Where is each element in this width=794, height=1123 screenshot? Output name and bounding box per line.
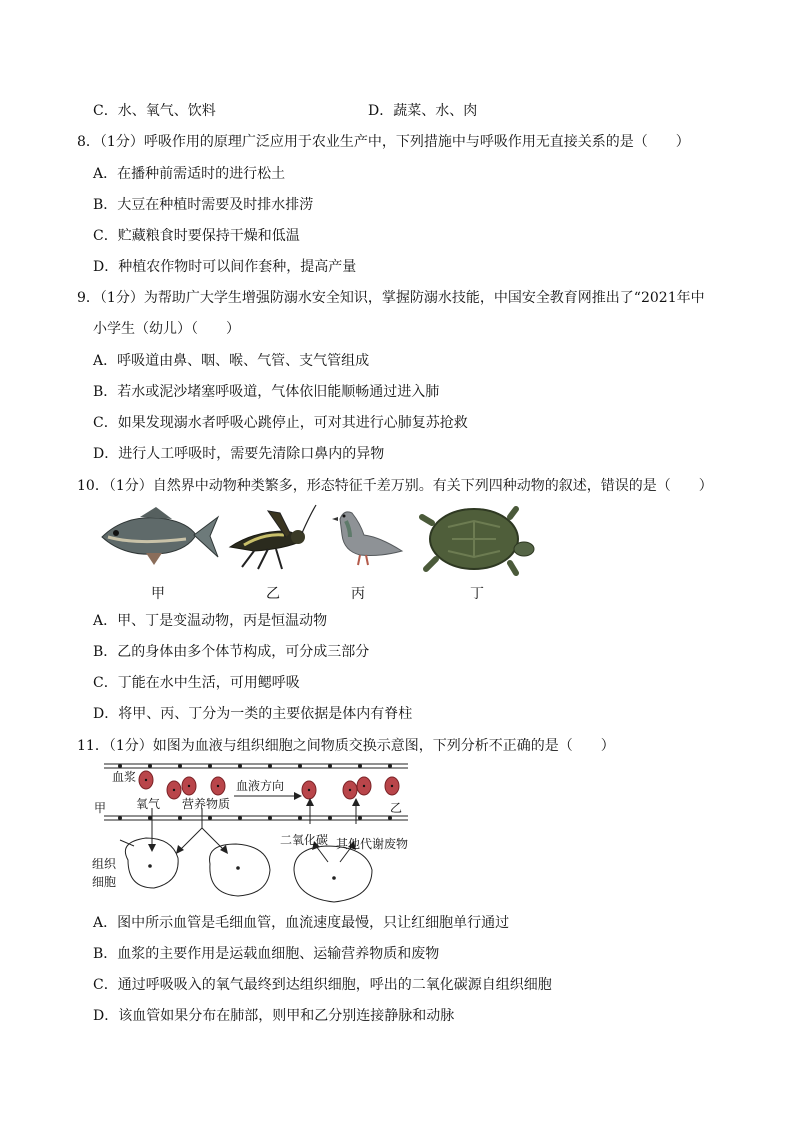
animal-label-ding: 丁 bbox=[470, 586, 484, 602]
label-tissue: 组织 bbox=[92, 857, 117, 871]
q11-option-c: C．通过呼吸吸入的氧气最终到达组织细胞，呼出的二氧化碳源自组织细胞 bbox=[93, 977, 552, 993]
label-waste: 其他代谢废物 bbox=[336, 837, 409, 851]
label-yi: 乙 bbox=[390, 801, 403, 815]
q9-option-a: A．呼吸道由鼻、咽、喉、气管、支气管组成 bbox=[93, 353, 370, 369]
q9-stem-line2: 小学生（幼儿）（ ） bbox=[93, 321, 240, 337]
grasshopper-image bbox=[224, 503, 318, 575]
label-flow-direction: 血液方向 bbox=[236, 779, 285, 793]
q11-stem: 11．（1分）如图为血液与组织细胞之间物质交换示意图，下列分析不正确的是（ ） bbox=[77, 738, 615, 754]
q11-option-a: A．图中所示血管是毛细血管，血流速度最慢，只让红细胞单行通过 bbox=[93, 915, 510, 931]
q8-option-a: A．在播种前需适时的进行松土 bbox=[93, 166, 286, 182]
capillary-diagram bbox=[88, 758, 418, 908]
label-cell: 细胞 bbox=[92, 875, 117, 889]
q10-stem: 10．（1分）自然界中动物种类繁多，形态特征千差万别。有关下列四种动物的叙述，错误的是（ ） bbox=[77, 478, 713, 494]
q10-option-a: A．甲、丁是变温动物，丙是恒温动物 bbox=[93, 613, 328, 629]
label-co2: 二氧化碳 bbox=[280, 833, 329, 847]
turtle-image bbox=[418, 503, 536, 577]
label-jia: 甲 bbox=[94, 801, 107, 815]
label-oxygen: 氧气 bbox=[136, 797, 161, 811]
q9-stem-line1: 9．（1分）为帮助广大学生增强防溺水安全知识，掌握防溺水技能，中国安全教育网推出了“2021年中 bbox=[77, 290, 705, 306]
fish-image bbox=[96, 505, 220, 567]
animal-label-jia: 甲 bbox=[151, 586, 165, 602]
q11-option-b: B．血浆的主要作用是运载血细胞、运输营养物质和废物 bbox=[93, 946, 440, 962]
q9-option-c: C．如果发现溺水者呼吸心跳停止，可对其进行心肺复苏抢救 bbox=[93, 415, 468, 431]
q11-option-d: D．该血管如果分布在肺部，则甲和乙分别连接静脉和动脉 bbox=[93, 1008, 455, 1024]
label-plasma: 血浆 bbox=[112, 770, 137, 784]
q10-option-b: B．乙的身体由多个体节构成，可分成三部分 bbox=[93, 644, 370, 660]
animal-label-yi: 乙 bbox=[266, 586, 280, 602]
q10-option-d: D．将甲、丙、丁分为一类的主要依据是体内有脊柱 bbox=[93, 706, 413, 722]
animal-label-bing: 丙 bbox=[351, 586, 365, 602]
q8-option-c: C．贮藏粮食时要保持干燥和低温 bbox=[93, 228, 300, 244]
label-nutrients: 营养物质 bbox=[182, 797, 231, 811]
q8-option-b: B．大豆在种植时需要及时排水排涝 bbox=[93, 197, 314, 213]
q7-option-c: C．水、氧气、饮料 bbox=[93, 103, 216, 119]
q9-option-b: B．若水或泥沙堵塞呼吸道，气体依旧能顺畅通过进入肺 bbox=[93, 384, 440, 400]
q9-option-d: D．进行人工呼吸时，需要先清除口鼻内的异物 bbox=[93, 446, 385, 462]
vessel-wall-bottom-dots bbox=[118, 816, 392, 820]
q10-option-c: C．丁能在水中生活，可用鳃呼吸 bbox=[93, 675, 300, 691]
q8-stem: 8．（1分）呼吸作用的原理广泛应用于农业生产中，下列措施中与呼吸作用无直接关系的是（ ） bbox=[77, 134, 690, 150]
pigeon-image bbox=[330, 505, 404, 569]
vessel-wall-top-dots bbox=[118, 764, 392, 768]
q8-option-d: D．种植农作物时可以间作套种，提高产量 bbox=[93, 259, 357, 275]
q7-option-d: D．蔬菜、水、肉 bbox=[368, 103, 478, 119]
